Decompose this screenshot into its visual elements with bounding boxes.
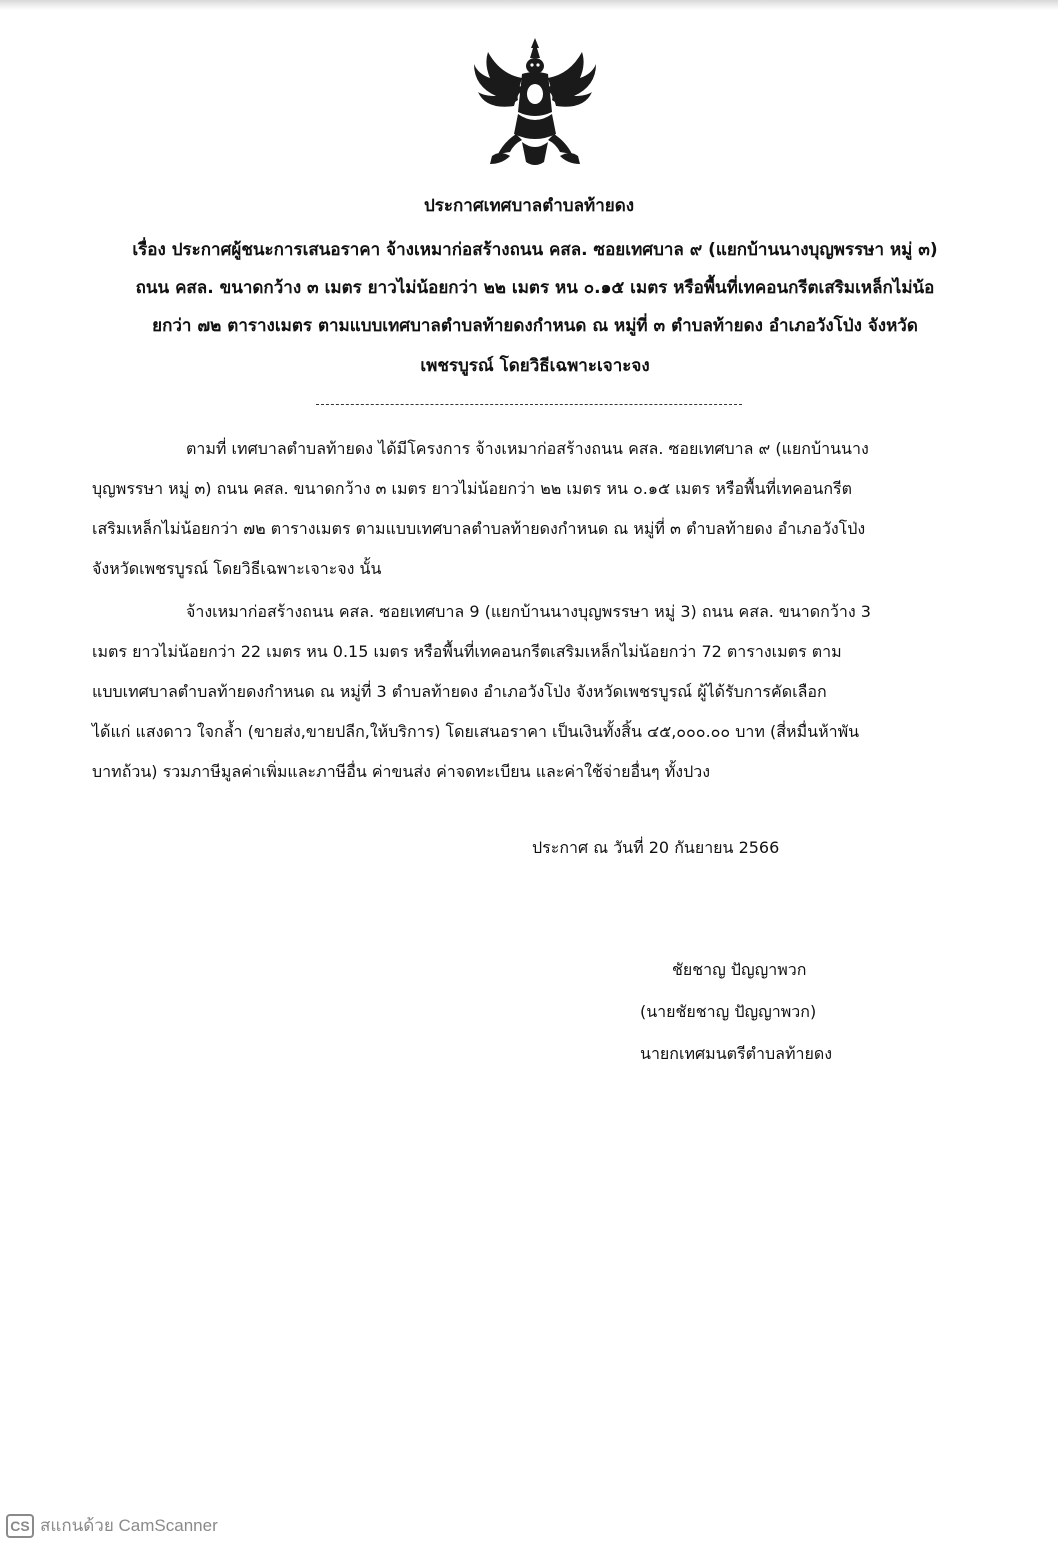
- scan-edge: [0, 0, 1058, 10]
- subject-line-4: เพชรบูรณ์ โดยวิธีเฉพาะเจาะจง: [420, 356, 650, 376]
- paragraph2-line-1: จ้างเหมาก่อสร้างถนน คสล. ซอยเทศบาล 9 (แยกบ้านนางบุญพรรษา หมู่ 3) ถนน คสล. ขนาดกว้าง 3: [186, 602, 871, 621]
- paragraph2-line-3: แบบเทศบาลตำบลท้ายดงกำหนด ณ หมู่ที่ 3 ตำบลท้ายดง อำเภอวังโป่ง จังหวัดเพชรบูรณ์ ผู้ได้รับการคัดเลือก: [92, 682, 827, 701]
- garuda-emblem-icon: [470, 34, 600, 174]
- signer-printed-name: (นายชัยชาญ ปัญญาพวก): [640, 1002, 817, 1021]
- subject-line-2: ถนน คสล. ขนาดกว้าง ๓ เมตร ยาวไม่น้อยกว่า ๒๒ เมตร หน ๐.๑๕ เมตร หรือพื้นที่เทคอนกรีตเสริมเหล็กไม่น้อ: [135, 278, 935, 298]
- paragraph1-line-3: เสริมเหล็กไม่น้อยกว่า ๗๒ ตารางเมตร ตามแบบเทศบาลตำบลท้ายดงกำหนด ณ หมู่ที่ ๓ ตำบลท้ายดง อำเภอวังโป่ง: [92, 519, 866, 538]
- announcement-date: ประกาศ ณ วันที่ 20 กันยายน 2566: [532, 838, 780, 857]
- document-title: ประกาศเทศบาลตำบลท้ายดง: [423, 196, 635, 216]
- camscanner-watermark: [6, 1512, 218, 1539]
- separator-line: [316, 404, 742, 405]
- paragraph2-line-2: เมตร ยาวไม่น้อยกว่า 22 เมตร หน 0.15 เมตร หรือพื้นที่เทคอนกรีตเสริมเหล็กไม่น้อยกว่า 72 ตารางเมตร ตาม: [92, 642, 842, 661]
- paragraph1-line-2: บุญพรรษา หมู่ ๓) ถนน คสล. ขนาดกว้าง ๓ เมตร ยาวไม่น้อยกว่า ๒๒ เมตร หน ๐.๑๕ เมตร หรือพื้นที่เทคอนกรีต: [92, 479, 853, 498]
- subject-line-3: ยกว่า ๗๒ ตารางเมตร ตามแบบเทศบาลตำบลท้ายดงกำหนด ณ หมู่ที่ ๓ ตำบลท้ายดง อำเภอวังโป่ง จังหวัด: [152, 316, 918, 336]
- signer-position: นายกเทศมนตรีตำบลท้ายดง: [640, 1044, 833, 1063]
- paragraph1-line-1: ตามที่ เทศบาลตำบลท้ายดง ได้มีโครงการ จ้างเหมาก่อสร้างถนน คสล. ซอยเทศบาล ๙ (แยกบ้านนาง: [186, 439, 869, 458]
- camscanner-logo-icon: CS: [6, 1514, 34, 1538]
- scanner-text: สแกนด้วย CamScanner: [40, 1516, 218, 1535]
- paragraph2-line-4: ได้แก่ แสงดาว ใจกล้ำ (ขายส่ง,ขายปลีก,ให้บริการ) โดยเสนอราคา เป็นเงินทั้งสิ้น ๔๕,๐๐๐.๐๐ บาท (สี่หมื่นห้าพัน: [92, 722, 860, 741]
- signature: ชัยชาญ ปัญญาพวก: [672, 960, 807, 979]
- subject-line-1: เรื่อง ประกาศผู้ชนะการเสนอราคา จ้างเหมาก่อสร้างถนน คสล. ซอยเทศบาล ๙ (แยกบ้านนางบุญพรรษา หมู่ ๓): [132, 240, 938, 260]
- paragraph2-line-5: บาทถ้วน) รวมภาษีมูลค่าเพิ่มและภาษีอื่น ค่าขนส่ง ค่าจดทะเบียน และค่าใช้จ่ายอื่นๆ ทั้งปวง: [92, 762, 711, 781]
- paragraph1-line-4: จังหวัดเพชรบูรณ์ โดยวิธีเฉพาะเจาะจง นั้น: [92, 559, 382, 578]
